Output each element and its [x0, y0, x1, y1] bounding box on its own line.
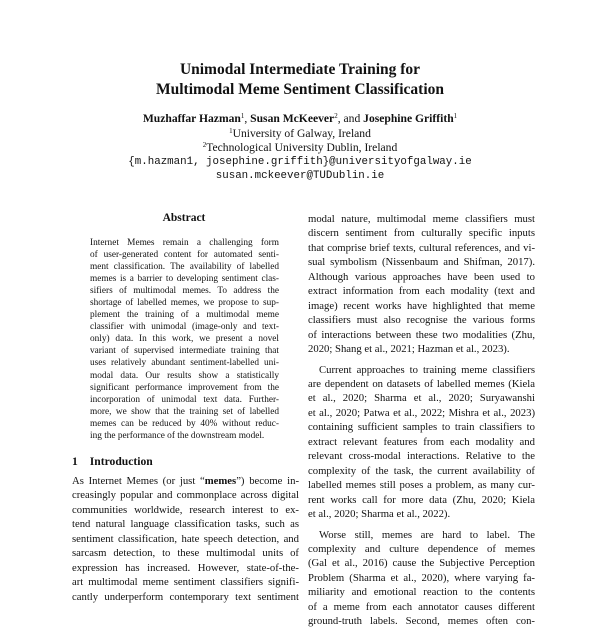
text-line: expression has increased. However, state-of-the-: [72, 561, 299, 574]
email-line-1: {m.hazman1, josephine.griffith}@universityofgalway.ie: [128, 156, 472, 168]
text-line: are dependent on datasets of labelled memes (Kiela: [308, 377, 535, 390]
author-name: Josephine Griffith: [363, 112, 454, 125]
text-line: of a meme from each annotator causes different: [308, 600, 535, 613]
text-line: of interactions between these two modalities (Zhu,: [308, 328, 535, 341]
author-affil-mark: 1: [240, 112, 245, 120]
text-line: ground-truth labels. Second, memes often con-: [308, 615, 535, 628]
text-line: only) data. In this work, we present a novel: [90, 334, 279, 345]
text-line: shortage of labelled memes, we propose to sup-: [90, 298, 279, 309]
author-separator: ,: [244, 112, 248, 125]
text-line: (Gal et al., 2016) cause the Subjective Perception: [308, 557, 535, 570]
text-line: of user-generated content for automated senti-: [90, 250, 279, 261]
text-line: discern sentiment from culturally specific inputs: [308, 227, 535, 240]
text-line: tend natural language classification tasks, such as: [72, 518, 299, 531]
affil-text: University of Galway, Ireland: [232, 127, 371, 140]
right-column-body: [308, 212, 535, 629]
text-line: complexity and culture dependence of memes: [308, 542, 535, 555]
text-line: classifier with unimodal (image-only and text-: [90, 322, 279, 333]
text-line: plement the training of a multimodal meme: [90, 310, 279, 321]
text-line: communities worldwide, research interest to ex-: [72, 503, 299, 516]
affil-mark: 2: [202, 141, 207, 149]
text-line: sual symbolism (Nissenbaum and Shifman, 2017).: [308, 256, 535, 269]
text-line: that comprise brief texts, cultural references, and vi-: [308, 241, 535, 254]
text-line: ment classification. The availability of labelled: [90, 262, 279, 273]
text-line: extract relevant features from each modality and: [308, 435, 535, 448]
text-line: sarcasm detection, to these multimodal units of: [72, 547, 299, 560]
affil-mark: 1: [229, 127, 233, 135]
text-line: Problem (Sharma et al., 2020), where varying fa-: [308, 571, 535, 584]
author-name: Susan McKeever: [250, 112, 335, 125]
abstract-heading: Abstract: [162, 212, 206, 224]
paper-title: [0, 60, 600, 100]
text-line: complexity of the task, the current availability of: [308, 464, 535, 477]
text-line: miliarity and emotional reaction to the contents: [308, 586, 535, 599]
affiliation-2: [0, 140, 600, 155]
text-line: Although various approaches have been used to: [308, 270, 535, 283]
text-line: labelled memes still poses a problem, as many cur-: [308, 479, 535, 492]
section-number: 1: [72, 455, 78, 468]
intro-body: [72, 474, 299, 604]
text-line: et al., 2020; Patwa et al., 2022; Mishra et al., 2023): [308, 406, 535, 419]
text-line: et al., 2020; Sharma et al., 2020; Suryawanshi: [308, 392, 535, 405]
author-affil-mark: 1: [453, 112, 458, 120]
text-line: Worse still, memes are hard to label. The: [319, 528, 535, 541]
text-line: uses relatively abundant sentiment-labelled uni-: [90, 358, 279, 369]
text-line: relevant cross-modal interactions. Relative to the: [308, 450, 535, 463]
text-line: As Internet Memes (or just “memes”) become in-: [72, 475, 299, 487]
author-affil-mark: 2: [334, 112, 338, 120]
text-line: incorporation of unimodal text data. Further-: [90, 394, 279, 405]
text-line: creasingly popular and commonplace across digital: [72, 489, 299, 502]
text-line: Internet Memes remain a challenging form: [90, 238, 279, 248]
author-name: Muzhaffar Hazman: [142, 112, 241, 125]
text-line: image) recent works have highlighted that meme: [308, 299, 535, 312]
text-line: modal data. Our results show a statistically: [90, 370, 279, 381]
affil-text: Technological University Dublin, Ireland: [206, 141, 398, 154]
text-line: ing the performance of the downstream model.: [90, 430, 265, 441]
text-line: classifiers must also recognise the various forms: [308, 314, 535, 327]
text-line: sifiers of multimodal memes. To address the: [90, 286, 279, 297]
text-line: Current approaches to training meme classifiers: [319, 363, 535, 376]
text-line: cantly underperform contemporary text sentiment: [72, 590, 299, 603]
title-line-2: Multimodal Meme Sentiment Classification: [155, 81, 444, 98]
email-line-2: susan.mckeever@TUDublin.ie: [215, 170, 385, 182]
text-line: art multimodal meme sentiment classifiers signifi-: [72, 576, 299, 589]
text-line: rent works call for more data (Zhu, 2020; Kiela: [308, 493, 535, 506]
text-line: significant performance improvement from the: [90, 382, 279, 393]
text-line: sentiment classification, hate speech detection, and: [72, 532, 299, 545]
author-separator: , and: [337, 112, 361, 125]
text-line: extract information from each modality (text and: [308, 285, 535, 298]
text-line: containing sufficient samples to train classifiers to: [308, 421, 535, 434]
text-line: variant of supervised intermediate training that: [90, 346, 279, 357]
text-line: more, we show that the training set of labelled: [90, 406, 279, 417]
title-line-1: Unimodal Intermediate Training for: [179, 61, 421, 78]
text-line: et al., 2020; Sharma et al., 2022).: [308, 508, 451, 521]
text-line: modal nature, multimodal meme classifiers must: [308, 213, 535, 225]
bold-term: memes: [204, 475, 237, 487]
text-line: memes can be reduced by 40% without reduc-: [90, 418, 279, 429]
text-line: memes is a barrier to developing sentiment clas-: [90, 274, 279, 285]
text-line: 2020; Shang et al., 2021; Hazman et al., 2023).: [308, 343, 510, 356]
section-title: Introduction: [89, 455, 153, 468]
section-heading: [72, 455, 165, 468]
affiliation-1: [0, 126, 600, 141]
author-list: [0, 111, 600, 126]
abstract-body: [90, 237, 279, 442]
